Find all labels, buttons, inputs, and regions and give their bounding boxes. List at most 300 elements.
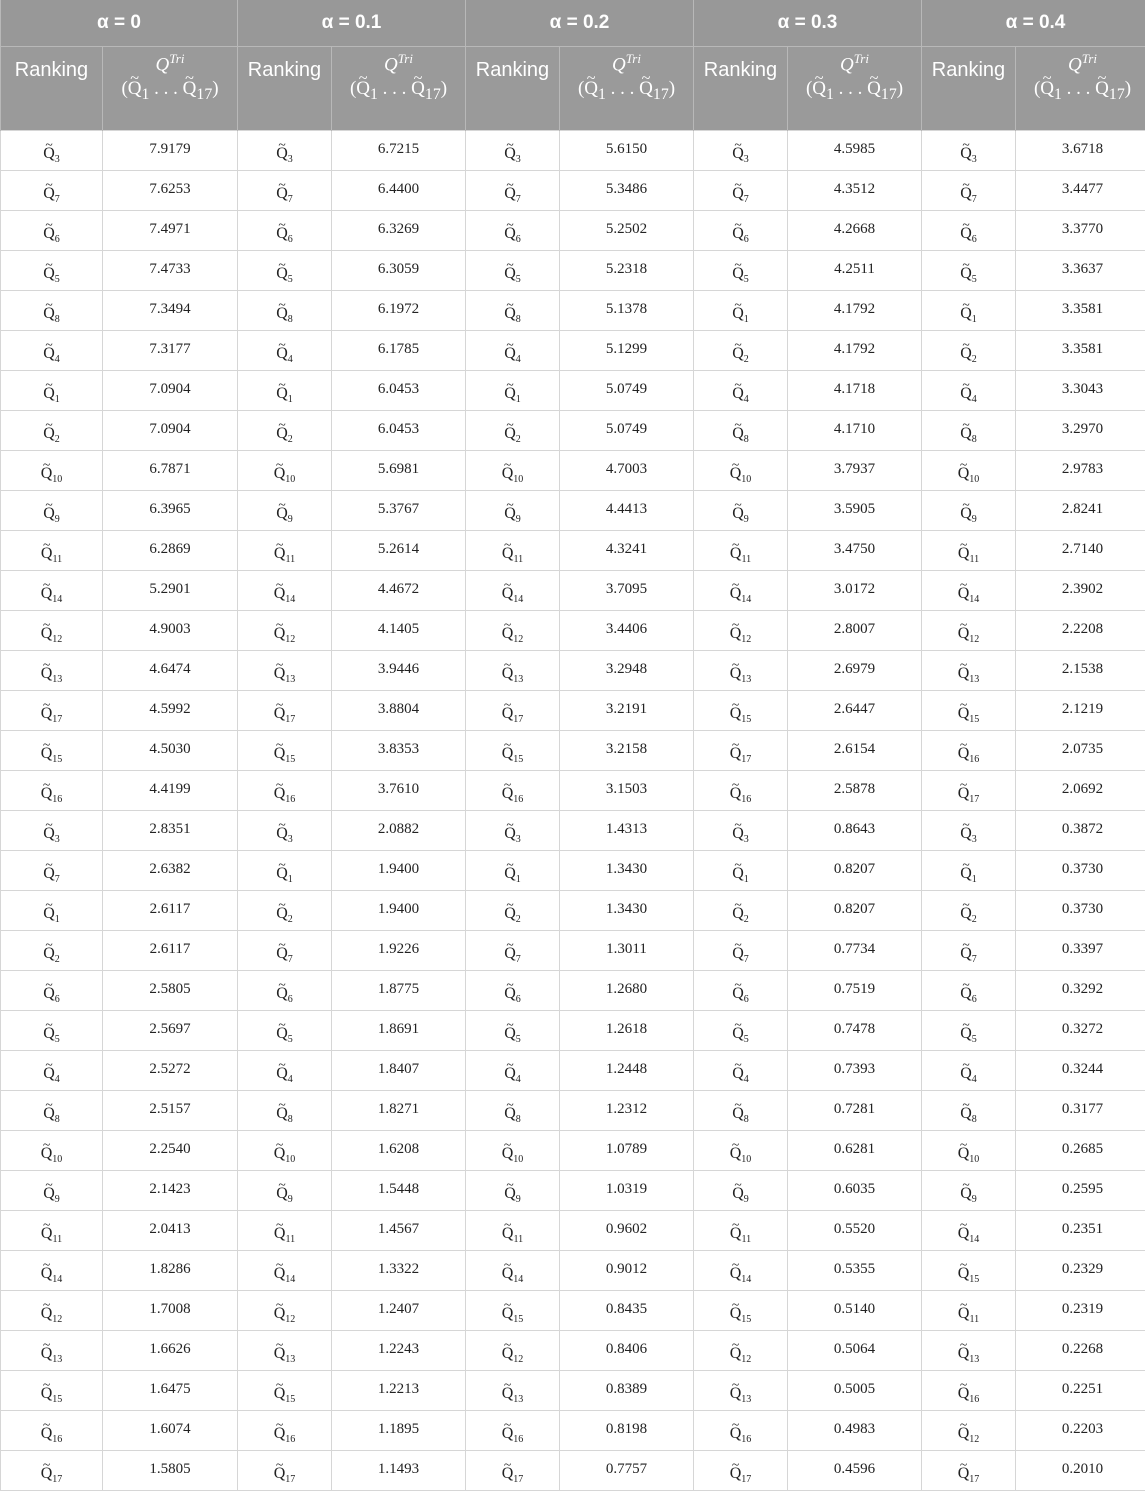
ranking-symbol: ~ Q bbox=[502, 785, 514, 803]
ranking-symbol: ~ Q bbox=[504, 505, 516, 523]
table-row bbox=[1, 131, 1145, 171]
value-cell: 7.3494 bbox=[103, 291, 238, 331]
ranking-index: 9 bbox=[54, 514, 60, 526]
ranking-symbol: ~ Q bbox=[276, 1025, 288, 1043]
ranking-cell bbox=[922, 491, 1016, 531]
ranking-index: 8 bbox=[743, 434, 749, 446]
ranking-symbol: ~ Q bbox=[960, 425, 972, 443]
value-cell: 1.3430 bbox=[560, 851, 694, 891]
value-cell: 0.2685 bbox=[1016, 1131, 1145, 1171]
value-range-last: ~ Q bbox=[1095, 77, 1109, 101]
value-cell: 3.1503 bbox=[560, 771, 694, 811]
ranking-cell bbox=[238, 811, 332, 851]
ranking-index: 3 bbox=[287, 834, 293, 846]
ranking-header: Ranking bbox=[922, 47, 1016, 131]
value-cell: 1.6074 bbox=[103, 1411, 238, 1451]
ranking-index: 2 bbox=[287, 914, 293, 926]
ranking-cell bbox=[466, 291, 560, 331]
ranking-cell bbox=[466, 211, 560, 251]
value-cell: 3.3581 bbox=[1016, 331, 1145, 371]
ranking-cell bbox=[466, 331, 560, 371]
ranking-symbol: ~ Q bbox=[41, 1305, 53, 1323]
value-range-first: ~ Q bbox=[812, 77, 826, 101]
table-row bbox=[1, 1091, 1145, 1131]
ranking-cell bbox=[466, 451, 560, 491]
value-cell: 6.2869 bbox=[103, 531, 238, 571]
value-cell: 7.6253 bbox=[103, 171, 238, 211]
value-cell: 1.2213 bbox=[332, 1371, 466, 1411]
ranking-cell bbox=[694, 131, 788, 171]
value-cell: 4.5030 bbox=[103, 731, 238, 771]
ranking-symbol: ~ Q bbox=[504, 1105, 516, 1123]
value-cell: 6.3269 bbox=[332, 211, 466, 251]
value-cell: 5.1299 bbox=[560, 331, 694, 371]
value-cell: 0.7393 bbox=[788, 1051, 922, 1091]
ranking-index: 1 bbox=[515, 394, 521, 406]
ranking-symbol: ~ Q bbox=[276, 345, 288, 363]
ranking-symbol: ~ Q bbox=[502, 1145, 514, 1163]
value-cell: 0.3244 bbox=[1016, 1051, 1145, 1091]
ranking-cell bbox=[466, 1371, 560, 1411]
ranking-cell bbox=[238, 411, 332, 451]
ranking-index: 1 bbox=[515, 874, 521, 886]
ranking-index: 7 bbox=[287, 954, 293, 966]
ranking-index: 7 bbox=[971, 954, 977, 966]
value-cell: 0.3292 bbox=[1016, 971, 1145, 1011]
ranking-cell bbox=[694, 1211, 788, 1251]
ranking-cell bbox=[922, 1291, 1016, 1331]
ranking-index: 11 bbox=[969, 1314, 980, 1326]
ranking-index: 8 bbox=[971, 1114, 977, 1126]
value-symbol-letter: Q bbox=[384, 54, 398, 76]
ranking-index: 9 bbox=[971, 1194, 977, 1206]
ranking-index: 10 bbox=[969, 474, 980, 486]
ranking-cell bbox=[466, 771, 560, 811]
ranking-cell bbox=[238, 851, 332, 891]
alpha-header: α = 0 bbox=[1, 0, 238, 47]
value-cell: 2.8241 bbox=[1016, 491, 1145, 531]
ranking-symbol: ~ Q bbox=[732, 225, 744, 243]
ranking-symbol: ~ Q bbox=[958, 785, 970, 803]
value-range-open: ( bbox=[121, 78, 128, 100]
table-row bbox=[1, 531, 1145, 571]
ranking-symbol: ~ Q bbox=[41, 745, 53, 763]
ranking-index: 9 bbox=[743, 1194, 749, 1206]
ranking-cell bbox=[694, 251, 788, 291]
value-cell: 2.6447 bbox=[788, 691, 922, 731]
ranking-symbol: ~ Q bbox=[504, 865, 516, 883]
value-range-first: ~ Q bbox=[128, 77, 142, 101]
ranking-symbol: ~ Q bbox=[276, 505, 288, 523]
ranking-cell bbox=[238, 1051, 332, 1091]
ranking-index: 8 bbox=[743, 1114, 749, 1126]
ranking-symbol: ~ Q bbox=[274, 1145, 286, 1163]
ranking-cell bbox=[922, 691, 1016, 731]
ranking-cell bbox=[1, 1411, 103, 1451]
ranking-symbol: ~ Q bbox=[43, 865, 55, 883]
value-cell: 3.7095 bbox=[560, 571, 694, 611]
value-cell: 3.7937 bbox=[788, 451, 922, 491]
ranking-cell bbox=[694, 1451, 788, 1491]
ranking-cell bbox=[466, 1091, 560, 1131]
ranking-index: 4 bbox=[54, 1074, 60, 1086]
ranking-symbol: ~ Q bbox=[276, 1185, 288, 1203]
ranking-symbol: ~ Q bbox=[41, 665, 53, 683]
ranking-cell bbox=[466, 171, 560, 211]
value-range-first: ~ Q bbox=[584, 77, 598, 101]
ranking-cell bbox=[466, 931, 560, 971]
ranking-symbol: ~ Q bbox=[41, 465, 53, 483]
table-row bbox=[1, 211, 1145, 251]
ranking-cell bbox=[466, 731, 560, 771]
ranking-index: 4 bbox=[515, 354, 521, 366]
ranking-index: 9 bbox=[743, 514, 749, 526]
ranking-index: 14 bbox=[513, 1274, 524, 1286]
value-cell: 2.5878 bbox=[788, 771, 922, 811]
value-range-open: ( bbox=[349, 78, 357, 100]
ranking-cell bbox=[922, 651, 1016, 691]
ranking-cell bbox=[466, 1291, 560, 1331]
value-cell: 2.3902 bbox=[1016, 571, 1145, 611]
ranking-cell bbox=[922, 571, 1016, 611]
value-cell: 1.3322 bbox=[332, 1251, 466, 1291]
value-cell: 7.4971 bbox=[103, 211, 238, 251]
value-cell: 0.9012 bbox=[560, 1251, 694, 1291]
ranking-index: 10 bbox=[285, 474, 296, 486]
ranking-cell bbox=[466, 1011, 560, 1051]
ranking-index: 8 bbox=[515, 1114, 521, 1126]
ranking-index: 15 bbox=[285, 754, 296, 766]
ranking-index: 7 bbox=[743, 954, 749, 966]
ranking-symbol: ~ Q bbox=[504, 985, 516, 1003]
value-cell: 0.2251 bbox=[1016, 1371, 1145, 1411]
ranking-cell bbox=[922, 1251, 1016, 1291]
ranking-index: 10 bbox=[52, 1154, 63, 1166]
value-cell: 0.2203 bbox=[1016, 1411, 1145, 1451]
ranking-index: 2 bbox=[515, 914, 521, 926]
ranking-index: 11 bbox=[513, 554, 524, 566]
ranking-symbol: ~ Q bbox=[41, 585, 53, 603]
value-cell: 0.2329 bbox=[1016, 1251, 1145, 1291]
value-cell: 3.2191 bbox=[560, 691, 694, 731]
ranking-cell bbox=[694, 571, 788, 611]
ranking-cell bbox=[694, 211, 788, 251]
ranking-cell bbox=[238, 971, 332, 1011]
ranking-cell bbox=[1, 1211, 103, 1251]
ranking-symbol: ~ Q bbox=[730, 745, 742, 763]
value-cell: 1.6475 bbox=[103, 1371, 238, 1411]
ranking-index: 15 bbox=[741, 1314, 752, 1326]
ranking-cell bbox=[694, 491, 788, 531]
ranking-cell bbox=[238, 1131, 332, 1171]
ranking-cell bbox=[238, 1411, 332, 1451]
table-row bbox=[1, 1451, 1145, 1491]
ranking-symbol: ~ Q bbox=[274, 1265, 286, 1283]
value-cell: 0.8198 bbox=[560, 1411, 694, 1451]
ranking-symbol: ~ Q bbox=[960, 1025, 972, 1043]
ranking-index: 16 bbox=[741, 794, 752, 806]
value-cell: 3.6718 bbox=[1016, 131, 1145, 171]
ranking-symbol: ~ Q bbox=[504, 185, 516, 203]
value-cell: 0.7757 bbox=[560, 1451, 694, 1491]
value-cell: 0.4596 bbox=[788, 1451, 922, 1491]
value-cell: 5.3767 bbox=[332, 491, 466, 531]
value-cell: 0.6035 bbox=[788, 1171, 922, 1211]
ranking-cell bbox=[1, 331, 103, 371]
ranking-symbol: ~ Q bbox=[958, 745, 970, 763]
ranking-index: 4 bbox=[971, 394, 977, 406]
ranking-index: 11 bbox=[285, 554, 296, 566]
value-cell: 2.0692 bbox=[1016, 771, 1145, 811]
alpha-header-row bbox=[1, 0, 1145, 47]
ranking-symbol: ~ Q bbox=[276, 385, 288, 403]
ranking-index: 12 bbox=[741, 1354, 752, 1366]
ranking-symbol: ~ Q bbox=[43, 225, 55, 243]
value-symbol bbox=[103, 47, 237, 77]
ranking-symbol: ~ Q bbox=[732, 1105, 744, 1123]
ranking-symbol: ~ Q bbox=[274, 625, 286, 643]
ranking-cell bbox=[922, 211, 1016, 251]
ranking-index: 5 bbox=[743, 274, 749, 286]
ranking-index: 17 bbox=[285, 714, 296, 726]
ranking-index: 6 bbox=[971, 234, 977, 246]
ranking-cell bbox=[694, 1051, 788, 1091]
ranking-index: 8 bbox=[515, 314, 521, 326]
value-symbol-superscript: Tri bbox=[397, 51, 413, 66]
ranking-cell bbox=[1, 651, 103, 691]
ranking-cell bbox=[694, 291, 788, 331]
ranking-symbol: ~ Q bbox=[732, 1025, 744, 1043]
ranking-index: 4 bbox=[287, 354, 293, 366]
value-cell: 4.5985 bbox=[788, 131, 922, 171]
value-range-open: ( bbox=[1033, 78, 1041, 100]
ranking-index: 9 bbox=[54, 1194, 60, 1206]
ranking-index: 8 bbox=[287, 1114, 293, 1126]
ranking-cell bbox=[694, 1011, 788, 1051]
ranking-index: 5 bbox=[287, 1034, 293, 1046]
ranking-cell bbox=[694, 651, 788, 691]
table-row bbox=[1, 1211, 1145, 1251]
ranking-index: 4 bbox=[743, 394, 749, 406]
value-cell: 1.4567 bbox=[332, 1211, 466, 1251]
ranking-cell bbox=[466, 1331, 560, 1371]
ranking-index: 6 bbox=[54, 234, 60, 246]
ranking-index: 8 bbox=[54, 314, 60, 326]
value-cell: 4.2668 bbox=[788, 211, 922, 251]
ranking-index: 12 bbox=[285, 1314, 296, 1326]
value-cell: 1.8407 bbox=[332, 1051, 466, 1091]
alpha-header: α = 0.4 bbox=[922, 0, 1145, 47]
ranking-index: 12 bbox=[969, 634, 980, 646]
ranking-cell bbox=[466, 811, 560, 851]
value-cell: 2.7140 bbox=[1016, 531, 1145, 571]
ranking-symbol: ~ Q bbox=[276, 985, 288, 1003]
value-header bbox=[788, 47, 922, 131]
ranking-cell bbox=[1, 291, 103, 331]
ranking-symbol: ~ Q bbox=[43, 905, 55, 923]
ranking-index: 7 bbox=[515, 194, 521, 206]
ranking-symbol: ~ Q bbox=[276, 825, 288, 843]
ranking-index: 12 bbox=[52, 1314, 63, 1326]
ranking-symbol: ~ Q bbox=[504, 1025, 516, 1043]
ranking-symbol: ~ Q bbox=[504, 1185, 516, 1203]
ranking-cell bbox=[694, 891, 788, 931]
ranking-index: 13 bbox=[969, 1354, 980, 1366]
value-cell: 1.5448 bbox=[332, 1171, 466, 1211]
ranking-symbol: ~ Q bbox=[43, 305, 55, 323]
value-symbol-letter: Q bbox=[155, 54, 170, 76]
ranking-cell bbox=[238, 1451, 332, 1491]
value-cell: 1.4313 bbox=[560, 811, 694, 851]
ranking-index: 4 bbox=[743, 1074, 749, 1086]
ranking-cell bbox=[1, 1091, 103, 1131]
value-cell: 2.8007 bbox=[788, 611, 922, 651]
table-row bbox=[1, 331, 1145, 371]
ranking-index: 5 bbox=[54, 1034, 60, 1046]
ranking-cell bbox=[238, 1211, 332, 1251]
ranking-symbol: ~ Q bbox=[732, 1185, 744, 1203]
ranking-index: 14 bbox=[513, 594, 524, 606]
ranking-cell bbox=[694, 171, 788, 211]
ranking-index: 2 bbox=[743, 354, 749, 366]
ranking-cell bbox=[922, 811, 1016, 851]
value-cell: 1.2448 bbox=[560, 1051, 694, 1091]
value-range bbox=[103, 77, 237, 107]
value-range-last-sub: 17 bbox=[196, 86, 213, 104]
ranking-symbol: ~ Q bbox=[276, 145, 288, 163]
value-cell: 2.5157 bbox=[103, 1091, 238, 1131]
ranking-symbol: ~ Q bbox=[502, 545, 514, 563]
ranking-index: 16 bbox=[513, 1434, 524, 1446]
ranking-symbol: ~ Q bbox=[41, 1425, 53, 1443]
value-cell: 1.7008 bbox=[103, 1291, 238, 1331]
value-cell: 1.1895 bbox=[332, 1411, 466, 1451]
ranking-symbol: ~ Q bbox=[960, 945, 972, 963]
value-cell: 6.4400 bbox=[332, 171, 466, 211]
ranking-cell bbox=[238, 331, 332, 371]
ranking-symbol: ~ Q bbox=[960, 305, 972, 323]
value-cell: 0.4983 bbox=[788, 1411, 922, 1451]
ranking-index: 15 bbox=[52, 1394, 63, 1406]
ranking-index: 6 bbox=[743, 234, 749, 246]
ranking-symbol: ~ Q bbox=[960, 185, 972, 203]
value-cell: 2.6154 bbox=[788, 731, 922, 771]
ranking-symbol: ~ Q bbox=[960, 345, 972, 363]
ranking-index: 9 bbox=[515, 514, 521, 526]
value-cell: 1.2618 bbox=[560, 1011, 694, 1051]
ranking-index: 3 bbox=[515, 834, 521, 846]
ranking-index: 16 bbox=[285, 1434, 296, 1446]
ranking-cell bbox=[1, 371, 103, 411]
ranking-cell bbox=[466, 571, 560, 611]
ranking-cell bbox=[238, 1251, 332, 1291]
value-cell: 0.8389 bbox=[560, 1371, 694, 1411]
ranking-cell bbox=[238, 291, 332, 331]
ranking-symbol: ~ Q bbox=[960, 265, 972, 283]
value-symbol-superscript: Tri bbox=[169, 51, 185, 66]
value-cell: 0.8643 bbox=[788, 811, 922, 851]
ranking-symbol: ~ Q bbox=[41, 1385, 53, 1403]
value-header bbox=[332, 47, 466, 131]
ranking-cell bbox=[466, 1451, 560, 1491]
ranking-cell bbox=[238, 731, 332, 771]
value-range-last: ~ Q bbox=[411, 77, 425, 101]
ranking-cell bbox=[1, 211, 103, 251]
ranking-cell bbox=[922, 771, 1016, 811]
ranking-cell bbox=[1, 891, 103, 931]
ranking-symbol: ~ Q bbox=[274, 1465, 286, 1483]
ranking-cell bbox=[238, 691, 332, 731]
ranking-symbol: ~ Q bbox=[730, 785, 742, 803]
ranking-symbol: ~ Q bbox=[43, 145, 55, 163]
ranking-symbol: ~ Q bbox=[732, 945, 744, 963]
table-row bbox=[1, 1011, 1145, 1051]
value-symbol-letter: Q bbox=[1068, 54, 1082, 76]
table-row bbox=[1, 451, 1145, 491]
value-cell: 1.2680 bbox=[560, 971, 694, 1011]
ranking-index: 16 bbox=[969, 1394, 980, 1406]
value-cell: 2.0735 bbox=[1016, 731, 1145, 771]
value-cell: 4.3241 bbox=[560, 531, 694, 571]
table-row bbox=[1, 771, 1145, 811]
value-range-first: ~ Q bbox=[356, 77, 370, 101]
ranking-cell bbox=[1, 1451, 103, 1491]
ranking-symbol: ~ Q bbox=[43, 825, 55, 843]
value-cell: 1.9400 bbox=[332, 851, 466, 891]
ranking-symbol: ~ Q bbox=[732, 305, 744, 323]
value-cell: 5.1378 bbox=[560, 291, 694, 331]
ranking-cell bbox=[466, 1051, 560, 1091]
ranking-cell bbox=[694, 1171, 788, 1211]
ranking-index: 8 bbox=[54, 1114, 60, 1126]
ranking-index: 1 bbox=[971, 314, 977, 326]
ranking-symbol: ~ Q bbox=[274, 465, 286, 483]
table-row bbox=[1, 691, 1145, 731]
ranking-symbol: ~ Q bbox=[504, 345, 516, 363]
ranking-cell bbox=[694, 531, 788, 571]
value-cell: 0.3730 bbox=[1016, 891, 1145, 931]
ranking-symbol: ~ Q bbox=[274, 705, 286, 723]
ranking-symbol: ~ Q bbox=[274, 745, 286, 763]
value-cell: 3.3637 bbox=[1016, 251, 1145, 291]
value-cell: 0.8406 bbox=[560, 1331, 694, 1371]
value-cell: 4.1710 bbox=[788, 411, 922, 451]
ranking-cell bbox=[238, 451, 332, 491]
ranking-index: 10 bbox=[969, 1154, 980, 1166]
ranking-cell bbox=[922, 851, 1016, 891]
value-cell: 5.0749 bbox=[560, 411, 694, 451]
table-row bbox=[1, 851, 1145, 891]
ranking-index: 11 bbox=[741, 554, 752, 566]
ranking-cell bbox=[922, 1171, 1016, 1211]
value-cell: 6.0453 bbox=[332, 371, 466, 411]
ranking-index: 14 bbox=[52, 1274, 63, 1286]
value-cell: 7.3177 bbox=[103, 331, 238, 371]
ranking-index: 16 bbox=[52, 1434, 63, 1446]
ranking-index: 3 bbox=[743, 154, 749, 166]
ranking-cell bbox=[1, 1291, 103, 1331]
ranking-symbol: ~ Q bbox=[732, 1065, 744, 1083]
ranking-header: Ranking bbox=[694, 47, 788, 131]
ranking-index: 8 bbox=[287, 314, 293, 326]
ranking-cell bbox=[1, 1371, 103, 1411]
ranking-index: 17 bbox=[741, 754, 752, 766]
ranking-symbol: ~ Q bbox=[730, 545, 742, 563]
value-cell: 3.8353 bbox=[332, 731, 466, 771]
ranking-index: 14 bbox=[969, 594, 980, 606]
ranking-index: 16 bbox=[513, 794, 524, 806]
ranking-symbol: ~ Q bbox=[502, 585, 514, 603]
